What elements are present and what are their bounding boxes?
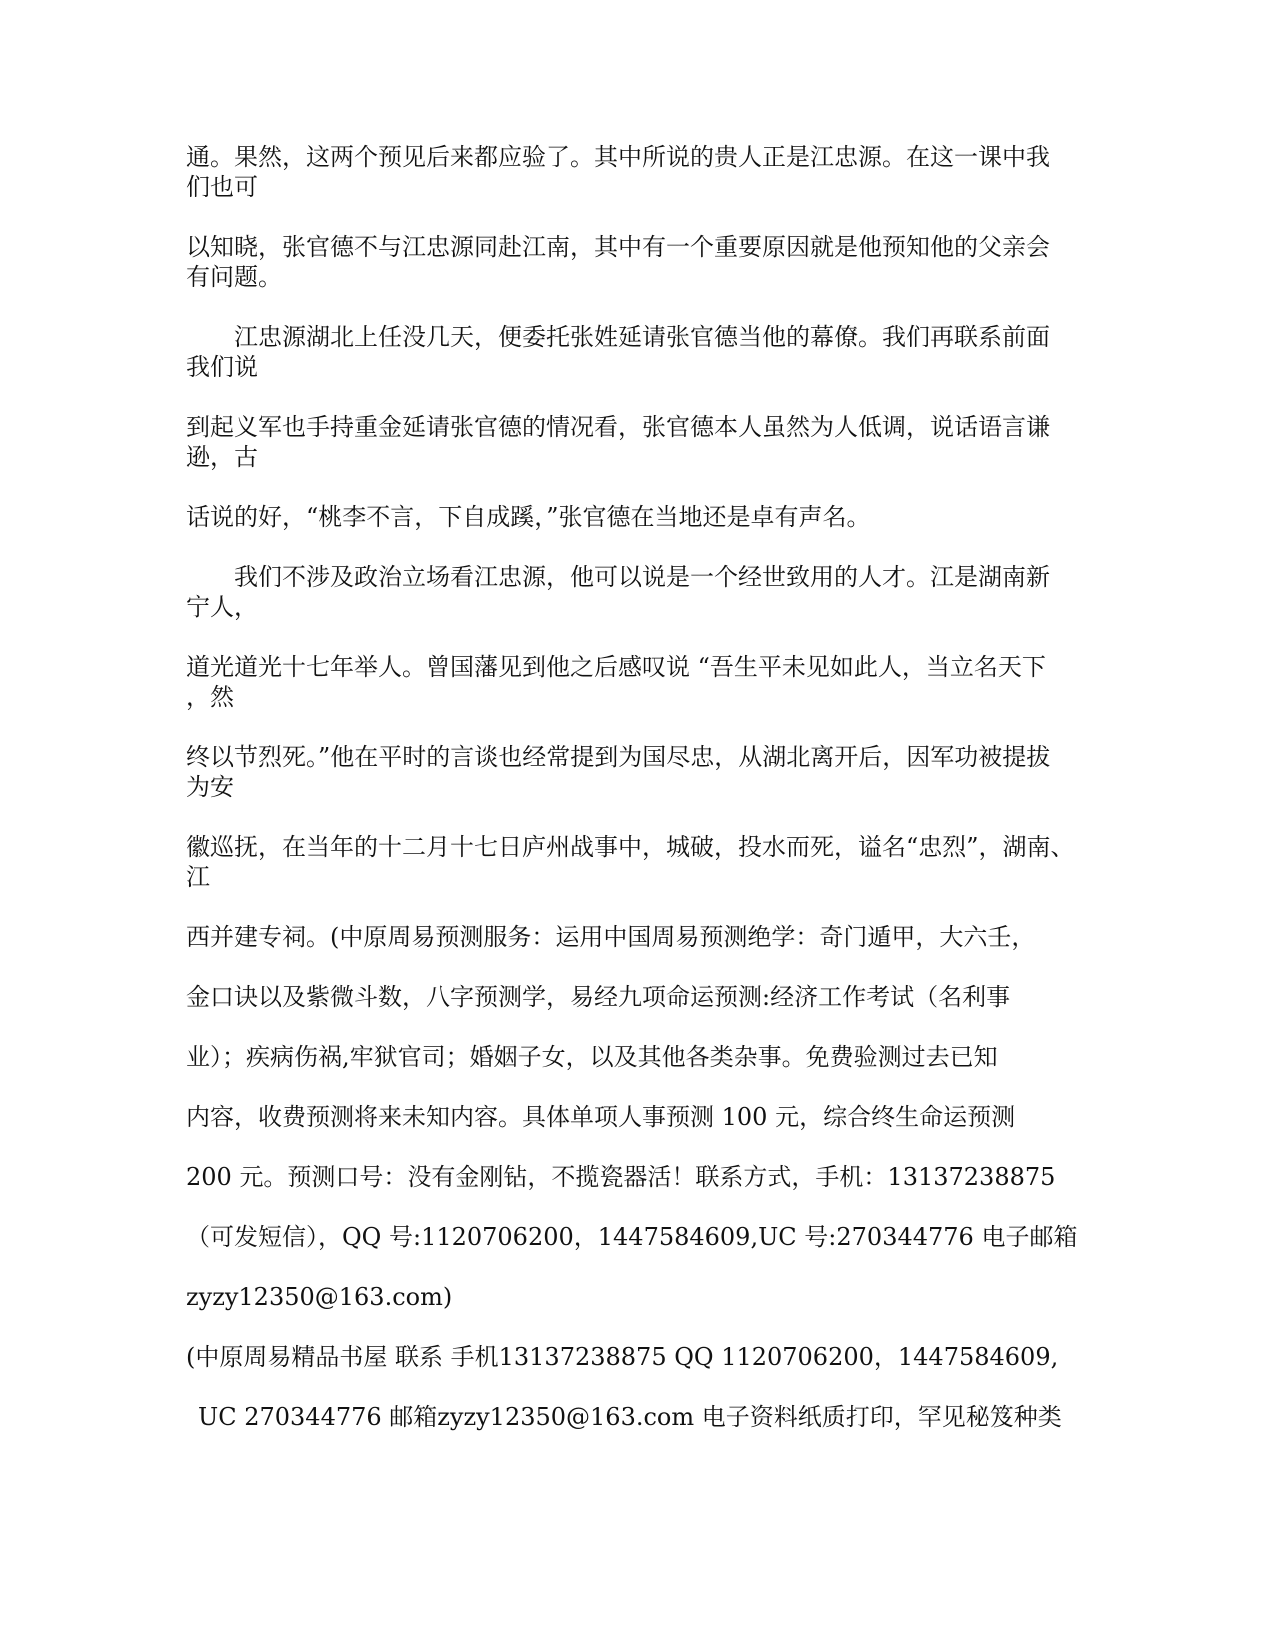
text-line: 我们说 xyxy=(186,353,258,381)
text-line: 逊，古 xyxy=(186,443,258,471)
text-line: UC 270344776 邮箱zyzy12350@163.com 电子资料纸质打印，罕见秘笈种类 xyxy=(198,1403,1062,1431)
text-line: （可发短信），QQ 号:1120706200，1447584609,UC 号:270344776 电子邮箱 xyxy=(186,1223,1078,1251)
text-line: zyzy12350@163.com) xyxy=(186,1283,453,1311)
text-line: 到起义军也手持重金延请张官德的情况看，张官德本人虽然为人低调，说话语言谦 xyxy=(186,413,1050,441)
text-line: 业）；疾病伤祸,牢狱官司；婚姻子女，以及其他各类杂事。免费验测过去已知 xyxy=(186,1043,998,1071)
text-line: 我们不涉及政治立场看江忠源，他可以说是一个经世致用的人才。江是湖南新 xyxy=(234,563,1050,591)
text-line: 为安 xyxy=(186,773,234,801)
text-line: 金口诀以及紫微斗数，八字预测学，易经九项命运预测:经济工作考试（名利事 xyxy=(186,983,1011,1011)
text-line: 有问题。 xyxy=(186,263,282,291)
text-line: 通。果然，这两个预见后来都应验了。其中所说的贵人正是江忠源。在这一课中我 xyxy=(186,143,1050,171)
text-line: 道光道光十七年举人。曾国藩见到他之后感叹说 “吾生平未见如此人，当立名天下 xyxy=(186,653,1046,681)
text-line: 200 元。预测口号：没有金刚钻，不揽瓷器活！联系方式，手机：13137238875 xyxy=(186,1163,1056,1191)
text-line: 以知晓，张官德不与江忠源同赴江南，其中有一个重要原因就是他预知他的父亲会 xyxy=(186,233,1050,261)
text-line: 西并建专祠。(中原周易预测服务：运用中国周易预测绝学：奇门遁甲，大六壬， xyxy=(186,923,1036,951)
text-line: 徽巡抚，在当年的十二月十七日庐州战事中，城破，投水而死，谥名“忠烈”，湖南、 xyxy=(186,833,1075,861)
text-line: 们也可 xyxy=(186,173,258,201)
text-line: 宁人， xyxy=(186,593,258,621)
text-line: 江忠源湖北上任没几天，便委托张姓延请张官德当他的幕僚。我们再联系前面 xyxy=(234,323,1050,351)
text-line: ，然 xyxy=(186,683,234,711)
text-line: 江 xyxy=(186,863,210,891)
text-line: 话说的好，“桃李不言，下自成蹊，”张官德在当地还是卓有声名。 xyxy=(186,503,871,531)
text-line: 内容，收费预测将来未知内容。具体单项人事预测 100 元，综合终生命运预测 xyxy=(186,1103,1016,1131)
text-line: (中原周易精品书屋 联系 手机13137238875 QQ 1120706200，1447584609, xyxy=(186,1343,1059,1371)
text-line: 终以节烈死。”他在平时的言谈也经常提到为国尽忠，从湖北离开后，因军功被提拔 xyxy=(186,743,1051,771)
